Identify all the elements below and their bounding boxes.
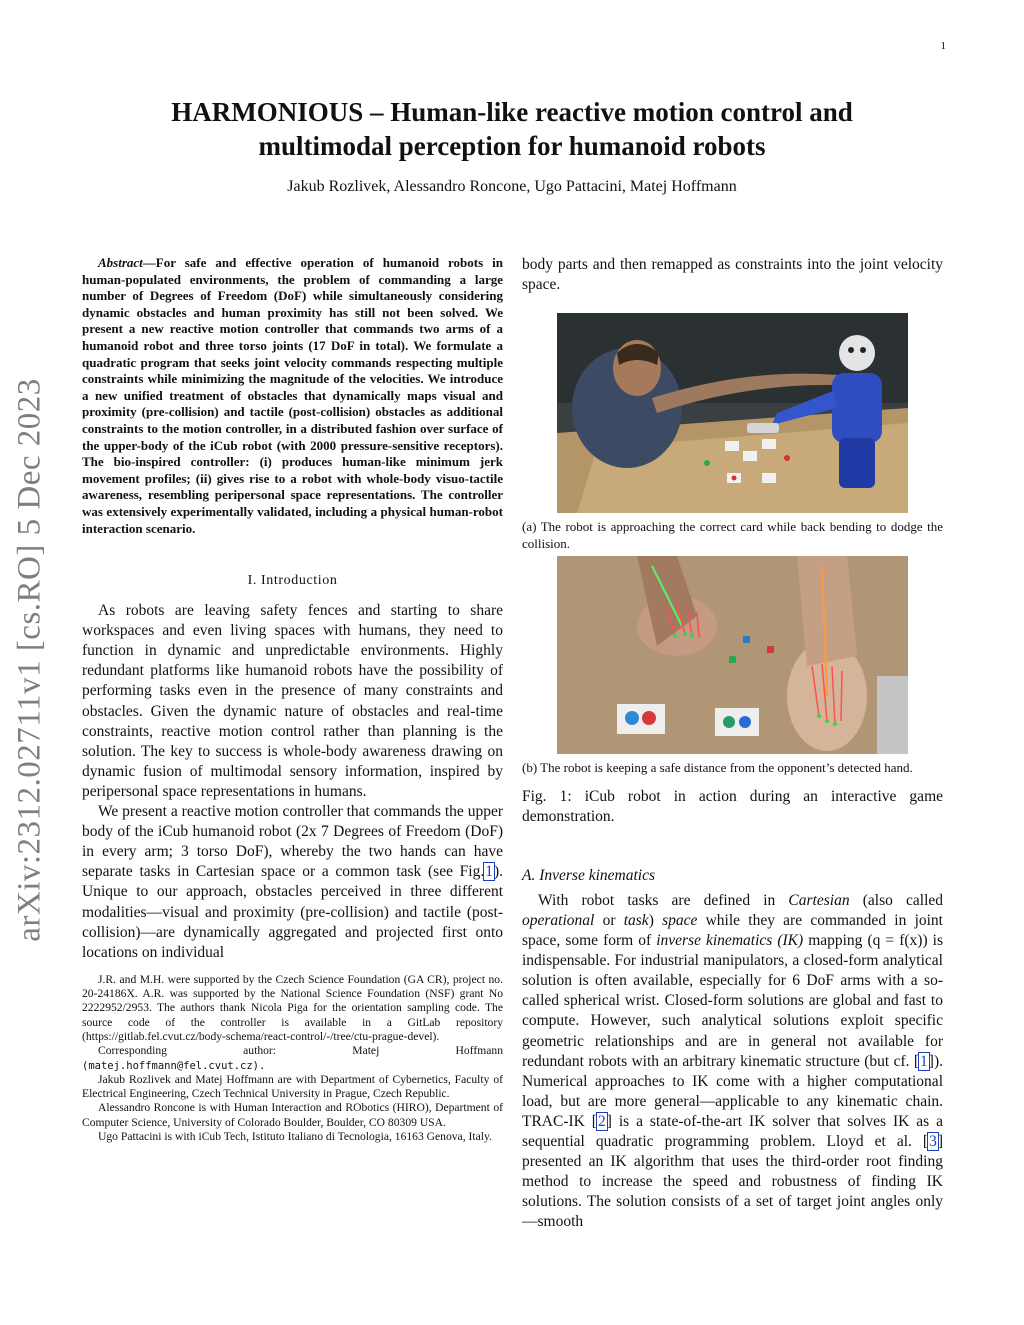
reference-1-link[interactable]: 1: [920, 1052, 928, 1070]
corresponding-email[interactable]: (matej.hoffmann@fel.cvut.cz).: [82, 1059, 266, 1072]
intro-paragraph-1: As robots are leaving safety fences and starting to share workspaces and even living spaces with humans, they need to function in dynamic and unpredictable environments. Highly redundant platforms like humanoid robots have the possibility of performing tasks even in the presence of many constraints and obstacles. Given the dynamic nature of obstacles and real-time constraints, reactive motion control rather than planning is the solution. The key to success is whole-body awareness drawing on dynamic fusion of multimodal sensory information, inspired by peripersonal space representations in humans.: [82, 602, 503, 800]
page-number: 1: [940, 40, 946, 52]
footnotes: [82, 973, 503, 1145]
ik-text-f: mapping: [803, 932, 868, 950]
arxiv-id: arXiv:2312.02711v1 [cs.RO] 5 Dec 2023: [11, 378, 48, 942]
ik-term-operational: operational: [522, 911, 595, 929]
ik-text-h: ]). Numerical approaches to IK come with a higher computational load, but are more general—applicable to any kinematic chain. TRAC-IK [: [522, 1052, 943, 1130]
footnote-affiliation-iit: Ugo Pattacini is with iCub Tech, Istituto Italiano di Tecnologia, 16163 Genova, Italy.: [98, 1130, 492, 1144]
ik-term-task: task: [623, 911, 649, 929]
abstract: [82, 255, 503, 537]
figure-1b-photo: [557, 556, 908, 754]
ik-text-b: (also called: [849, 891, 943, 909]
ik-formula: (q = f(x)): [867, 932, 928, 950]
ik-term-space: space: [662, 911, 698, 929]
paper-title: [100, 95, 924, 163]
ik-text-e: while they are commanded in joint space, some form of: [522, 911, 943, 950]
figure-1-reference-link[interactable]: 1: [485, 863, 493, 881]
abstract-text: —For safe and effective operation of humanoid robots in human-populated environments, the problem of commanding a large number of Degrees of Freedom (DoF) while simultaneously considering dynamic obstacles and human proximity has still not been solved. We present a new reactive motion controller that commands two arms of a humanoid robot and three torso joints (17 DoF in total). We formulate a quadratic program that seeks joint velocity commands respecting multiple constraints while minimizing the magnitude of the velocities. We introduce a new unified treatment of obstacles that dynamically maps visual and proximity (pre-collision) and tactile (post-collision) obstacles as additional constraints to the motion controller, in a distributed fashion over surface of the upper-body of the iCub robot (with 2000 pressure-sensitive receptors). The bio-inspired controller: (i) produces human-like minimum jerk movement profiles; (ii) gives rise to a robot with whole-body visuo-tactile awareness, resembling peripersonal space representations. The controller was extensively experimentally validated, including a physical human-robot interaction scenario.: [82, 255, 503, 536]
ik-term-cartesian: Cartesian: [788, 891, 850, 909]
ik-text-c: or: [594, 911, 624, 929]
footnote-corresponding: [82, 1044, 503, 1073]
title-line-2: multimodal perception for humanoid robots: [258, 131, 766, 161]
robot-photo-a: [557, 313, 908, 513]
title-line-1: HARMONIOUS – Human-like reactive motion control and: [171, 97, 853, 127]
subcaption-a: (a) The robot is approaching the correct card while back bending to dodge the collision.: [522, 519, 943, 551]
subcaption-b: (b) The robot is keeping a safe distance from the opponent’s detected hand.: [522, 760, 913, 776]
author-list: Jakub Rozlivek, Alessandro Roncone, Ugo Pattacini, Matej Hoffmann: [287, 178, 737, 195]
section-heading-introduction: I. Introduction: [247, 573, 338, 589]
ik-term-ik: inverse kinematics (IK): [656, 932, 804, 950]
intro-continuation: body parts and then remapped as constraints into the joint velocity space.: [522, 256, 943, 294]
reference-2-link[interactable]: 2: [597, 1112, 606, 1130]
figure-1-caption: Fig. 1: iCub robot in action during an interactive game demonstration.: [522, 787, 943, 825]
subsection-heading-inverse-kinematics: A. Inverse kinematics: [522, 866, 655, 884]
corresponding-author-label: Corresponding author: Matej Hoffmann: [98, 1044, 503, 1058]
footnote-affiliation-hiro: Alessandro Roncone is with Human Interaction and RObotics (HIRO), Department of Computer Science, University of Colorado Boulder, Boulder, CO 80309 USA.: [82, 1101, 503, 1129]
ik-text-j: ] presented an IK algorithm that uses the third-order root finding method to increase the speed and robustness of finding IK solutions. The solution consists of a set of target joint angles only—smooth: [522, 1133, 943, 1231]
reference-3-link[interactable]: 3: [929, 1133, 937, 1150]
ik-paragraph: [522, 891, 943, 1233]
right-column: [522, 255, 943, 1232]
ik-text-i: ] is a state-of-the-art IK solver that solves IK as a sequential quadratic programming problem. Lloyd et al. [: [522, 1112, 943, 1150]
ik-text-d: ): [648, 911, 663, 929]
left-column: [82, 255, 503, 1144]
abstract-label: Abstract: [98, 255, 143, 270]
figure-1a-photo: [557, 313, 908, 513]
intro-paragraph-2: [82, 802, 503, 963]
arxiv-stamp: [0, 360, 60, 960]
footnote-affiliation-ctu: Jakub Rozlivek and Matej Hoffmann are with Department of Cybernetics, Faculty of Electrical Engineering, Czech Technical University in Prague, Czech Republic.: [82, 1072, 503, 1101]
footnote-funding: J.R. and M.H. were supported by the Czech Science Foundation (GA CR), project no. 20-24186X. A.R. was supported by the National Science Foundation (NSF) grant No 2222952/2953. The authors thank Nicola Piga for the orientation sampling code. The source code of the controller is available in a GitLab repository (https://gitlab.fel.cvut.cz/body-schema/react-control/-/tree/ctu-prague-devel).: [82, 972, 503, 1043]
ik-text-g: is indispensable. For industrial manipulators, a closed-form analytical solution is often available, especially for 6 DoF arms with a so-called spherical wrist. Closed-form solutions are global and fast to compute. However, such analytical solutions exploit specific geometric relationships and are in general not available for redundant robots with an arbitrary kinematic structure (but cf. [: [522, 932, 943, 1070]
intro-p2-text-b: ). Unique to our approach, obstacles perceived in three different modalities—visual and proximity (pre-collision) and tactile (post-collision)—are dynamically aggregated and projected first onto locations on individual: [82, 863, 503, 961]
intro-p2-text-a: We present a reactive motion controller that commands the upper body of the iCub humanoid robot (2x 7 Degrees of Freedom (DoF) in every arm; 3 torso DoF), whereby the two hands can have separate tasks in Cartesian space or a common task (see Fig.: [82, 803, 503, 881]
robot-photo-b: [557, 556, 908, 754]
ik-text-a: With robot tasks are defined in: [538, 891, 789, 909]
